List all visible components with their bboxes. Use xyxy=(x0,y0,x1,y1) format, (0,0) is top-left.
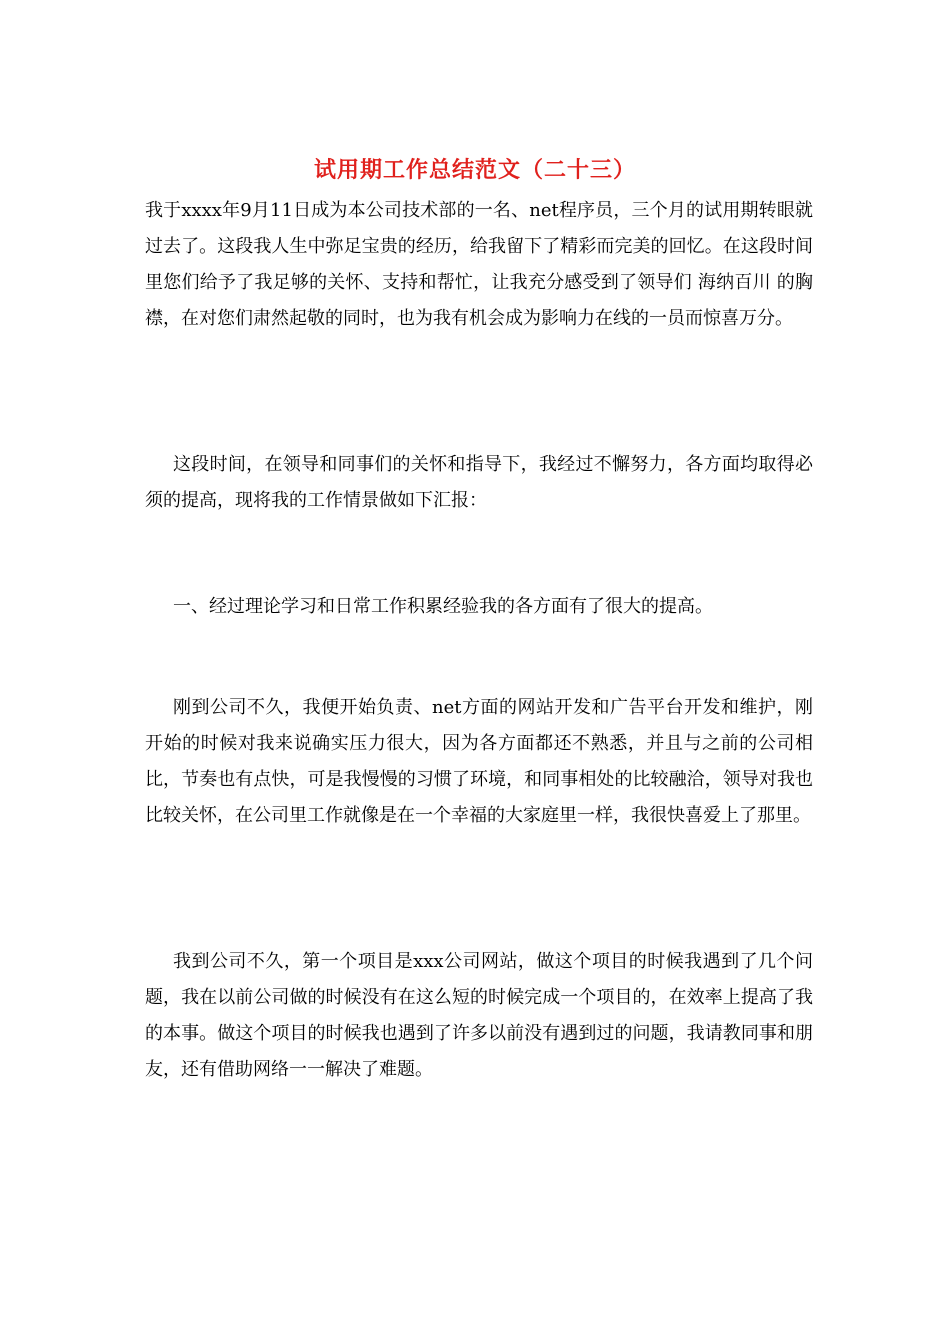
paragraph-start-work: 刚到公司不久，我便开始负责、net方面的网站开发和广告平台开发和维护，刚开始的时候对我来说确实压力很大，因为各方面都还不熟悉，并且与之前的公司相比，节奏也有点快，可是我慢慢的习惯了环境，和同事相处的比较融洽，领导对我也比较关怀，在公司里工作就像是在一个幸福的大家庭里一样，我很快喜爱上了那里。 xyxy=(145,697,813,826)
paragraph-first-project: 我到公司不久，第一个项目是xxx公司网站，做这个项目的时候我遇到了几个问题，我在以前公司做的时候没有在这么短的时候完成一个项目的，在效率上提高了我的本事。做这个项目的时候我也遇到了许多以前没有遇到过的问题，我请教同事和朋友，还有借助网络一一解决了难题。 xyxy=(145,951,813,1080)
paragraph-intro: 我于xxxx年9月11日成为本公司技术部的一名、net程序员，三个月的试用期转眼就过去了。这段我人生中弥足宝贵的经历，给我留下了精彩而完美的回忆。在这段时间里您们给予了我足够的关怀、支持和帮忙，让我充分感受到了领导们 海纳百川 的胸襟，在对您们肃然起敬的同时，也为我有机会成为影响力在线的一员而惊喜万分。 xyxy=(145,200,813,329)
document-title: 试用期工作总结范文（二十三） xyxy=(313,157,636,183)
paragraph-overview: 这段时间，在领导和同事们的关怀和指导下，我经过不懈努力，各方面均取得必须的提高，现将我的工作情景做如下汇报： xyxy=(145,454,813,511)
section-heading-1: 一、经过理论学习和日常工作积累经验我的各方面有了很大的提高。 xyxy=(173,596,713,617)
